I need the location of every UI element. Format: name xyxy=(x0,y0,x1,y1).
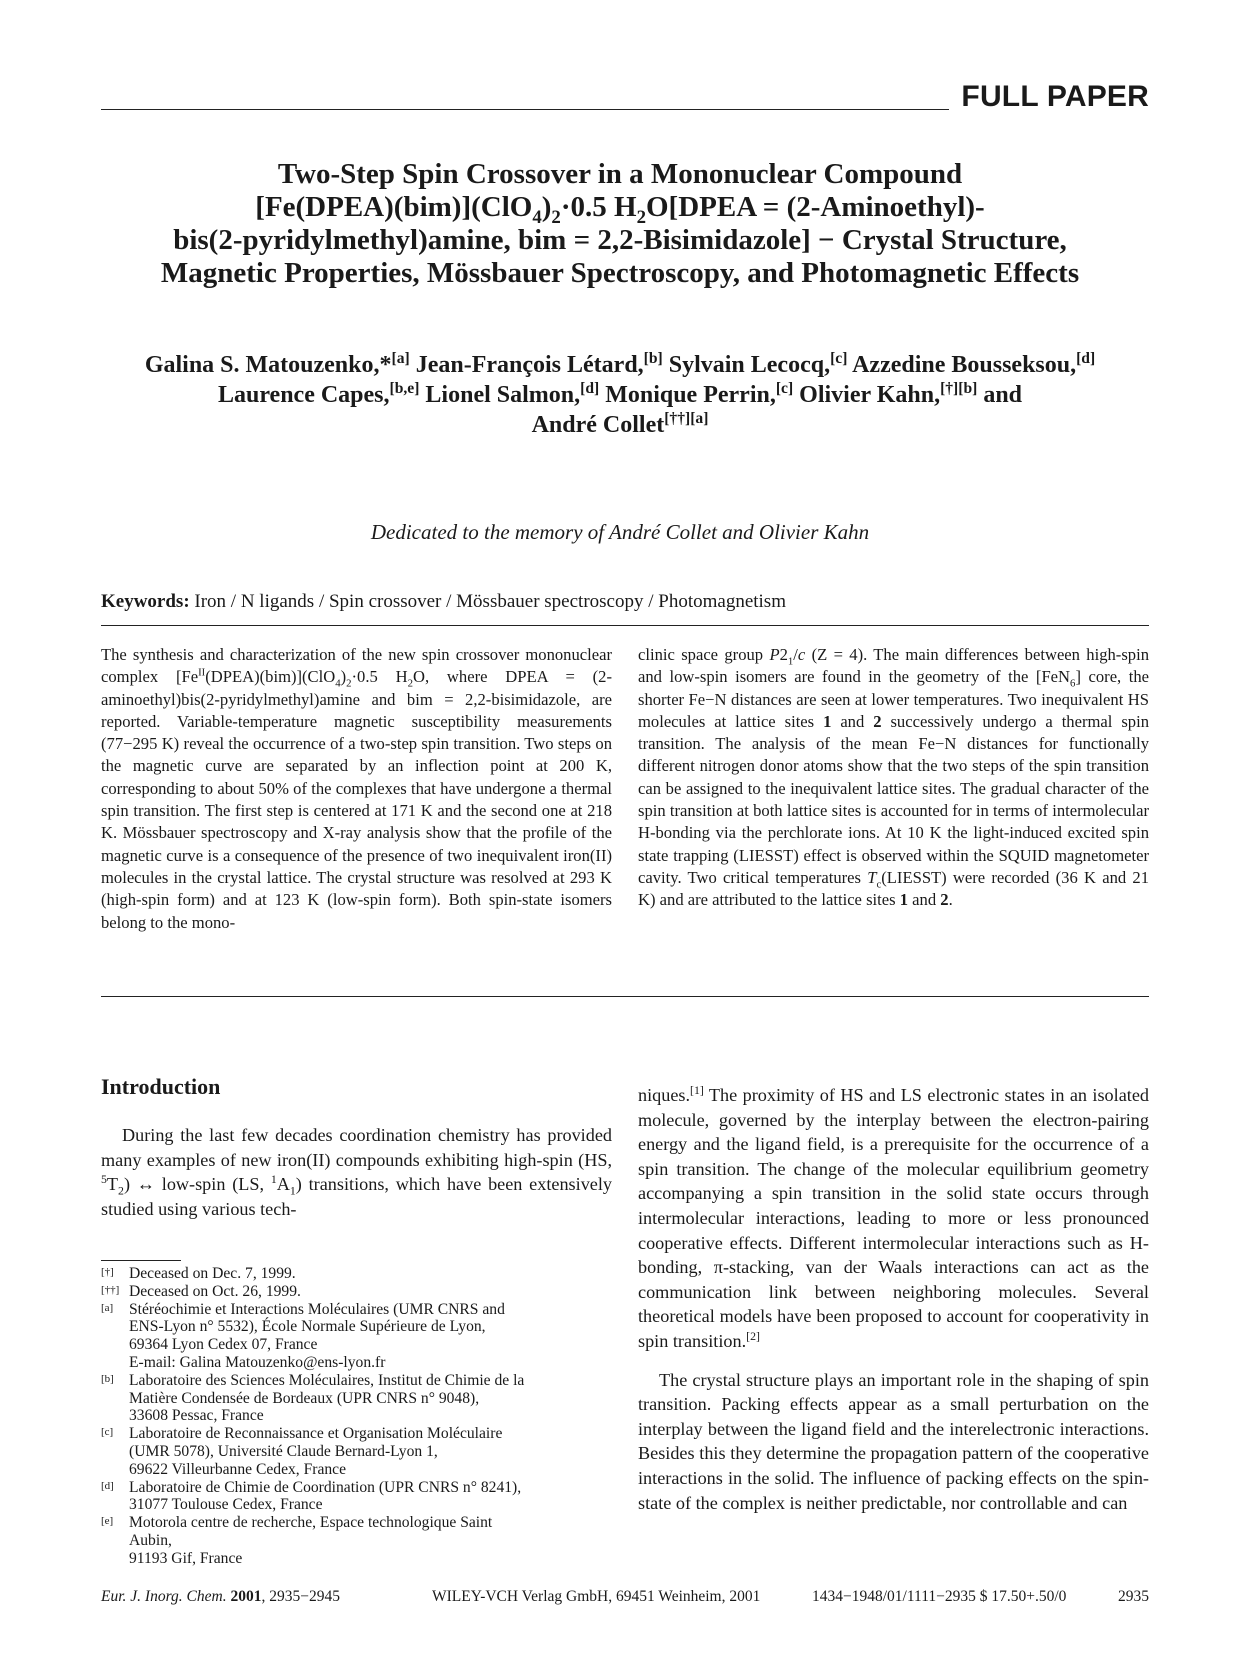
section-label: FULL PAPER xyxy=(961,80,1149,113)
author-list xyxy=(100,350,1140,440)
author-name: Lionel Salmon, xyxy=(425,382,581,408)
author-name: Jean-François Létard, xyxy=(415,352,644,378)
footnote-mark: [a] xyxy=(101,1301,114,1314)
footnote-line: 31077 Toulouse Cedex, France xyxy=(129,1496,323,1514)
author-affiliation: [d] xyxy=(580,380,600,397)
keywords xyxy=(101,591,786,613)
footnotes xyxy=(101,1265,612,1568)
title-line: bis(2-pyridylmethyl)amine, bim = 2,2-Bisimidazole] − Crystal Structure, xyxy=(173,224,1067,256)
footnote-mark: [†] xyxy=(101,1266,114,1278)
publisher-line: WILEY-VCH Verlag GmbH, 69451 Weinheim, 2001 xyxy=(432,1588,761,1605)
author-name: Monique Perrin, xyxy=(605,382,776,408)
author-affiliation: [††][a] xyxy=(664,410,709,427)
journal-reference xyxy=(101,1588,340,1606)
journal-pages: , 2935−2945 xyxy=(261,1588,340,1605)
footnote-mark: [c] xyxy=(101,1426,114,1439)
footnote-rule xyxy=(101,1260,181,1261)
footnote xyxy=(101,1479,612,1515)
journal-name: Eur. J. Inorg. Chem. xyxy=(101,1588,227,1605)
author-conjunction: and xyxy=(983,382,1023,408)
footnote xyxy=(101,1425,612,1478)
footnote-line: Deceased on Oct. 26, 1999. xyxy=(129,1282,301,1300)
footnote-line: (UMR 5078), Université Claude Bernard-Lyon 1, xyxy=(129,1442,438,1460)
abstract-top-rule xyxy=(101,625,1149,626)
abstract-left-column xyxy=(101,644,612,934)
footnote-line: Stéréochimie et Interactions Moléculaires (UMR CNRS and xyxy=(129,1300,505,1318)
footnote-line: Laboratoire des Sciences Moléculaires, Institut de Chimie de la xyxy=(129,1371,525,1389)
introduction-right-column xyxy=(638,1083,1149,1529)
author-affiliation: [b,e] xyxy=(389,380,420,397)
journal-year: 2001 xyxy=(230,1588,262,1605)
abstract-bottom-rule xyxy=(101,996,1149,997)
footnote-line: Deceased on Dec. 7, 1999. xyxy=(129,1265,296,1282)
paper-title xyxy=(100,158,1140,290)
footnote-line: Laboratoire de Chimie de Coordination (UPR CNRS n° 8241), xyxy=(129,1478,522,1496)
dedication: Dedicated to the memory of André Collet and Olivier Kahn xyxy=(370,520,870,544)
author-affiliation: [c] xyxy=(775,380,794,397)
author-affiliation: [b] xyxy=(643,350,663,367)
title-line: Two-Step Spin Crossover in a Mononuclear Compound xyxy=(277,158,963,190)
abstract-text: clinic space group $P2_1/c$ (Z = 4). The main differences between high-spin and low-spin isomers are found in the geometry of the [FeN$_6$] core, the shorter Fe−N distances are seen at lower temperatures. Two inequivalent HS molecules at lattice sites 1 and 2 successively undergo a thermal spin transition. The analysis of the mean Fe−N distances for functionally different nitrogen donor atoms show that the two steps of the spin transition can be assigned to the inequivalent lattice sites. The gradual character of the spin transition at both lattice sites is accounted for in terms of intermolecular H-bonding via the perchlorate ions. At 10 K the light-induced excited spin state trapping (LIESST) effect is observed within the SQUID magnetometer cavity. Two critical temperatures $T_c(LIESST)$ were recorded (36 K and 21 K) and are attributed to the lattice sites 1 and 2. xyxy=(638,645,1150,910)
title-line: Magnetic Properties, Mössbauer Spectroscopy, and Photomagnetic Effects xyxy=(160,257,1080,289)
author-affiliation: [d] xyxy=(1076,350,1096,367)
author-name: Sylvain Lecocq, xyxy=(668,352,831,378)
keywords-text: Iron / N ligands / Spin crossover / Mössbauer spectroscopy / Photomagnetism xyxy=(194,591,786,612)
abstract-right-column xyxy=(638,644,1149,912)
author-name: André Collet xyxy=(531,412,665,438)
keywords-label: Keywords: xyxy=(101,591,190,612)
issn-line: 1434−1948/01/1111−2935 $ 17.50+.50/0 xyxy=(812,1588,1067,1605)
page-number: 2935 xyxy=(1118,1588,1149,1605)
author-name: Olivier Kahn, xyxy=(799,382,941,408)
footnote-mark: [e] xyxy=(101,1515,114,1528)
header-rule xyxy=(101,109,949,110)
footnote-line: Aubin, xyxy=(129,1531,172,1549)
footnote xyxy=(101,1265,612,1283)
footnote-line: Matière Condensée de Bordeaux (UPR CNRS n° 9048), xyxy=(129,1389,480,1407)
footnote-mark: [b] xyxy=(101,1372,114,1385)
body-paragraph: niques.[1] The proximity of HS and LS electronic states in an isolated molecule, governed by the interplay between the electron-pairing energy and the ligand field, is a prerequisite for the occurrence of a spin transition. The change of the molecular equilibrium geometry accompanying a spin transition in the solid state occurs through intermolecular interactions, leading to more or less pronounced cooperative effects. Different intermolecular interactions such as H-bonding, π-stacking, van der Waals interactions can act as the communication link between neighboring molecules. Several theoretical models have been proposed to account for cooperativity in spin transition.[2] xyxy=(638,1082,1149,1351)
footnote-line: ENS-Lyon n° 5532), École Normale Supérieure de Lyon, xyxy=(129,1318,486,1336)
author-name: Laurence Capes, xyxy=(217,382,390,408)
footnote xyxy=(101,1283,612,1301)
footnote-line: 91193 Gif, France xyxy=(129,1549,243,1567)
author-name: Galina S. Matouzenko,* xyxy=(144,352,392,378)
footnote xyxy=(101,1372,612,1425)
footnote-email[interactable]: E-mail: Galina Matouzenko@ens-lyon.fr xyxy=(129,1353,386,1371)
footnote-line: Laboratoire de Reconnaissance et Organisation Moléculaire xyxy=(129,1425,503,1443)
author-name: Azzedine Bousseksou, xyxy=(852,352,1077,378)
footnote-line: 69364 Lyon Cedex 07, France xyxy=(129,1336,318,1354)
footnote xyxy=(101,1514,612,1567)
footnote-mark: [††] xyxy=(101,1283,120,1296)
footnote-line: 33608 Pessac, France xyxy=(129,1407,264,1425)
footnote xyxy=(101,1301,612,1372)
title-line: $[Fe(DPEA)(bim)](ClO_4)_2\cdot 0.5$ $H_2O[DPEA$ = (2-Aminoethyl)- xyxy=(255,191,985,228)
footnote-mark: [d] xyxy=(101,1479,114,1492)
introduction-left-paragraph: During the last few decades coordination chemistry has provided many examples of new iron(II) compounds exhibiting high-spin (HS, $^5T_2$) ↔ low-spin (LS, $^1A_1$) transitions, which have been extensively studied using various tech- xyxy=(101,1125,613,1219)
author-affiliation: [a] xyxy=(391,350,410,367)
abstract-text: The synthesis and characterization of the new spin crossover mononuclear complex $[Fe^{II}(DPEA)(bim)](ClO_4)_2\cdot 0.5$ $H_2O$, where DPEA = (2-aminoethyl)bis(2-pyridylmethyl)amine and bim = 2,2-bisimidazole, are reported. Variable-temperature magnetic susceptibility measurements (77−295 K) reveal the occurrence of a two-step spin transition. Two steps on the magnetic curve are separated by an inflection point at 200 K, corresponding to about 50% of the complexes that have undergone a thermal spin transition. The first step is centered at 171 K and the second one at 218 K. Mössbauer spectroscopy and X-ray analysis show that the profile of the magnetic curve is a consequence of the presence of two inequivalent iron(II) molecules in the crystal lattice. The crystal structure was resolved at 293 K (high-spin form) and at 123 K (low-spin form). Both spin-state isomers belong to the mono- xyxy=(101,645,612,932)
body-paragraph: The crystal structure plays an important role in the shaping of spin transition. Packing effects appear as a small perturbation on the interplay between the ligand field and the interelectronic interactions. Besides this they determine the propagation pattern of the cooperative interactions in the solid. The influence of packing effects on the spin-state of the complex is neither predictable, nor controllable and can xyxy=(638,1369,1149,1513)
footnote-line: 69622 Villeurbanne Cedex, France xyxy=(129,1460,347,1478)
footnote-line: Motorola centre de recherche, Espace technologique Saint xyxy=(129,1514,493,1532)
introduction-heading: Introduction xyxy=(101,1074,221,1099)
author-affiliation: [c] xyxy=(830,350,848,367)
author-affiliation: [†][b] xyxy=(940,380,978,397)
